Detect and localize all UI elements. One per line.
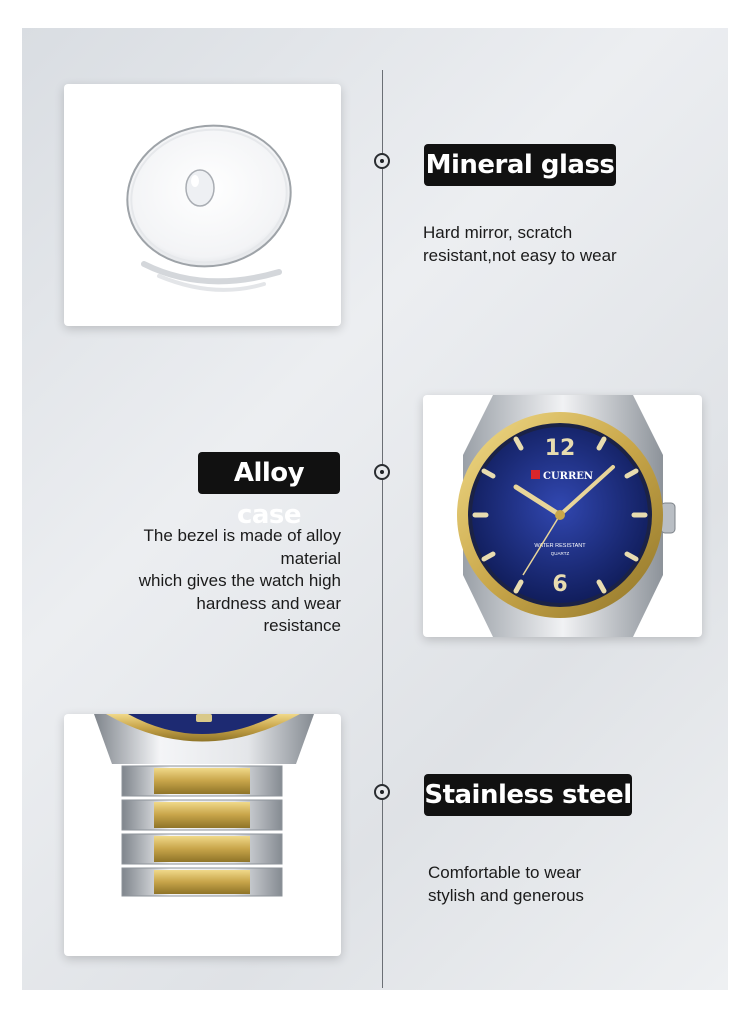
timeline-dot-1: [374, 153, 390, 169]
feature-desc-1: [423, 222, 703, 267]
feature-title-2: Alloy case: [198, 452, 340, 494]
feature-desc-2: [90, 525, 341, 638]
feature-title-3: Stainless steel: [424, 774, 632, 816]
dial-text-water-resistant: WATER RESISTANT: [534, 543, 586, 549]
glass-lens-image: [64, 84, 341, 326]
timeline-dot-2: [374, 464, 390, 480]
desc-line: hardness and wear: [196, 593, 341, 613]
watch-face-image: [423, 395, 702, 637]
desc-line: which gives the watch high: [138, 571, 341, 590]
bracelet-image: [64, 714, 341, 956]
desc-line: Hard mirror, scratch: [423, 223, 573, 242]
desc-line: Comfortable to wear: [428, 863, 582, 882]
dial-text-quartz: QUARTZ: [550, 551, 570, 556]
timeline-dot-3: [374, 784, 390, 800]
numeral-twelve: 12: [544, 436, 576, 461]
glass-image-card: [64, 84, 341, 326]
desc-line: The bezel is made of alloy: [143, 526, 341, 545]
desc-line: stylish and generous: [428, 885, 584, 905]
bracelet-image-card: [64, 714, 341, 956]
brand-logo: CURREN: [543, 471, 594, 482]
timeline-line: [382, 70, 383, 988]
feature-desc-3: [428, 862, 708, 907]
feature-title-1: Mineral glass: [424, 144, 616, 186]
numeral-six: 6: [552, 572, 568, 597]
desc-line: resistance: [263, 616, 341, 635]
desc-line: resistant,not easy to wear: [423, 245, 617, 265]
desc-line: material: [280, 548, 341, 568]
watch-image-card: [423, 395, 702, 637]
